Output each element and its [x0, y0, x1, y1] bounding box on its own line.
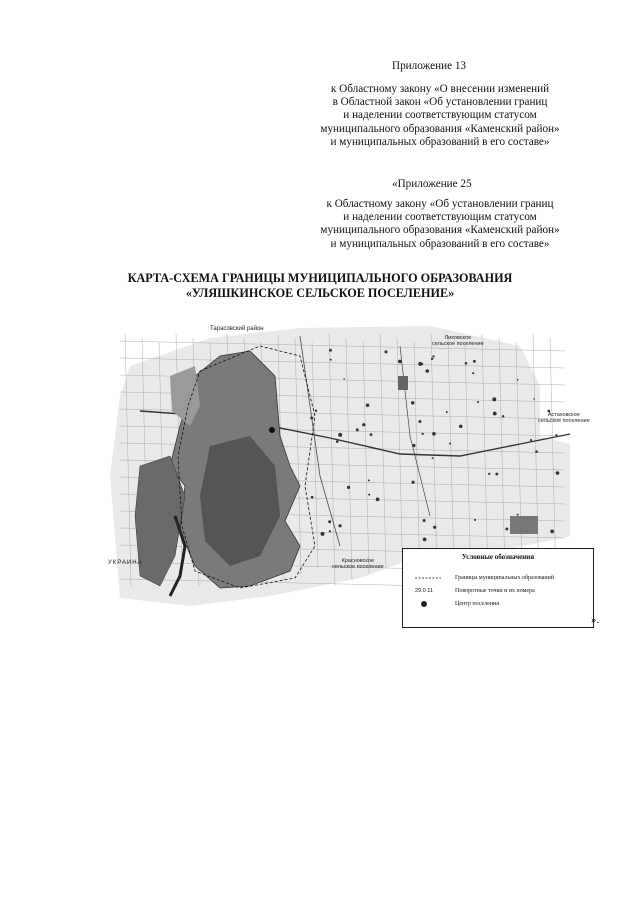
settlement-dot [517, 379, 519, 381]
field-block [398, 376, 408, 390]
settlement-dot [423, 538, 427, 542]
map-label-astakhovskoe-line1: Астаховское [547, 412, 580, 418]
settlement-dot [535, 450, 538, 453]
settlement-dot [328, 520, 331, 523]
closing-quote: ». [591, 614, 600, 626]
settlement-dot [533, 398, 535, 400]
settlement-dot [370, 433, 373, 436]
legend-title: Условные обозначения [461, 553, 535, 561]
settlement-dot [411, 401, 414, 404]
settlement-dot [356, 428, 359, 431]
settlement-dot [449, 442, 451, 444]
settlement-dot [412, 444, 415, 447]
settlement-dot [423, 519, 426, 522]
settlement-dot [505, 528, 508, 531]
settlement-dot [362, 423, 365, 426]
map-label-tarasovsky: Тарасовский район [210, 326, 264, 332]
settlement-dot [311, 496, 314, 499]
settlement-dot [459, 425, 462, 428]
appendix-25-text [290, 198, 590, 251]
settlement-dot [329, 349, 332, 352]
legend-item-boundary [411, 573, 591, 583]
title-line-1: КАРТА-СХЕМА ГРАНИЦЫ МУНИЦИПАЛЬНОГО ОБРАЗОВАНИЯ [127, 271, 513, 285]
settlement-dot [329, 530, 331, 532]
settlement-dot [338, 433, 342, 437]
map-label-likhovskoe [432, 335, 484, 347]
map-legend [402, 548, 594, 628]
settlement-dot [347, 486, 350, 489]
settlement-dot [368, 479, 370, 481]
appendix-13-line: к Областному закону «О внесении изменений [330, 83, 550, 95]
turning-point-sample: 29.0 11 [415, 588, 433, 594]
dashed-line-icon [415, 573, 441, 583]
map-label-krasnovskoe-line1: Красновское [341, 558, 375, 564]
settlement-dot [336, 440, 339, 443]
settlement-dot [555, 434, 557, 436]
settlement-dot [492, 397, 496, 401]
settlement-dot [432, 355, 434, 357]
field-block [510, 516, 538, 534]
map-label-krasnovskoe-line2: сельское поселение [332, 564, 384, 570]
appendix-13-text [290, 83, 590, 149]
settlement-dot [446, 411, 448, 413]
appendix-25-line: к Областному закону «Об установлении границ [326, 198, 554, 210]
settlement-dot [384, 350, 387, 353]
settlement-dot [502, 415, 504, 417]
legend-item-label: Центр поселения [455, 601, 500, 607]
settlement-dot [376, 498, 380, 502]
settlement-dot [368, 494, 370, 496]
settlement-dot [431, 358, 433, 360]
settlement-dot [517, 514, 519, 516]
settlement-center-marker [269, 427, 275, 433]
settlement-dot [418, 362, 422, 366]
settlement-dot [473, 360, 476, 363]
appendix-13-line: в Областной закон «Об установлении границ [332, 96, 548, 109]
settlement-dot [465, 362, 468, 365]
appendix-13-line: муниципального образования «Каменский район» [320, 122, 560, 135]
legend-item-turning-points [411, 586, 591, 596]
document-title [60, 271, 580, 301]
map-label-ukraina: УКРАИНА [108, 560, 143, 566]
settlement-dot [366, 403, 369, 406]
settlement-dot [398, 360, 402, 364]
settlement-dot [556, 471, 560, 475]
appendix-25-line: и наделении соответствующим статусом [343, 211, 537, 224]
settlement-dot [321, 532, 325, 536]
settlement-dot [477, 401, 479, 403]
settlement-dot [422, 433, 424, 435]
settlement-dot [488, 473, 490, 475]
title-line-2: «УЛЯШКИНСКОЕ СЕЛЬСКОЕ ПОСЕЛЕНИЕ» [185, 286, 455, 300]
settlement-dot [426, 369, 430, 373]
settlement-dot [550, 530, 554, 534]
map-label-likhovskoe-line2: сельское поселение [432, 341, 484, 347]
settlement-dot [315, 409, 317, 411]
settlement-dot [433, 526, 436, 529]
map-label-likhovskoe-line1: Лиховское [444, 335, 472, 341]
settlement-dot [432, 432, 436, 436]
legend-item-label: Границы муниципальных образований [455, 575, 555, 581]
settlement-dot [411, 481, 414, 484]
settlement-dot [343, 378, 345, 380]
settlement-dot [432, 457, 434, 459]
map-label-astakhovskoe [538, 412, 590, 424]
map-label-astakhovskoe-line2: сельское поселение [538, 418, 590, 424]
settlement-dot [474, 519, 476, 521]
settlement-dot [310, 416, 313, 419]
settlement-dot [472, 372, 474, 374]
map-label-krasnovskoe [332, 558, 384, 570]
settlement-dot [338, 524, 341, 527]
settlement-dot [418, 420, 421, 423]
appendix-13-heading: Приложение 13 [392, 60, 467, 72]
legend-item-label: Поворотные точки и их номера [455, 588, 535, 594]
appendix-13-line: и наделении соответствующим статусом [343, 109, 537, 122]
appendix-25-line: муниципального образования «Каменский район» [320, 224, 560, 237]
settlement-dot [495, 473, 498, 476]
settlement-dot [493, 412, 497, 416]
appendix-25-heading: «Приложение 25 [392, 178, 472, 190]
legend-item-center [411, 599, 591, 609]
dot-icon [415, 599, 441, 609]
appendix-25-line: и муниципальных образований в его составе» [330, 237, 550, 250]
appendix-13-line: и муниципальных образований в его составе» [330, 135, 550, 148]
settlement-dot [530, 439, 532, 441]
settlement-dot [330, 359, 332, 361]
